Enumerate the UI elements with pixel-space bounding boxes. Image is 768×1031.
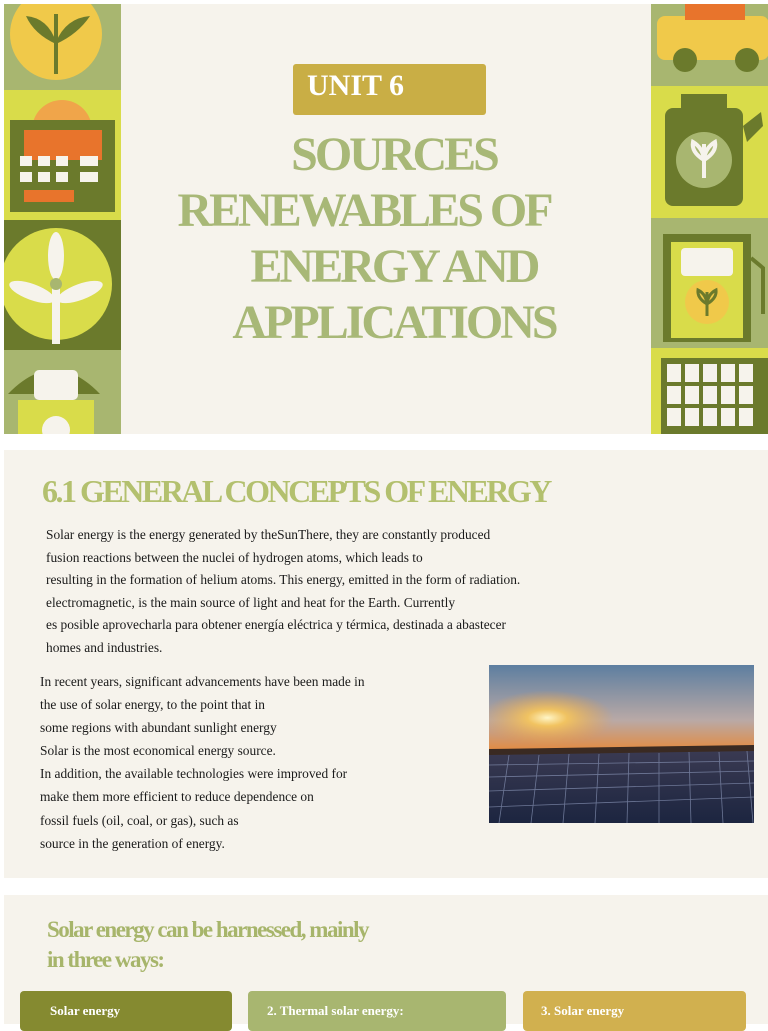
- ways-heading-line: in three ways:: [47, 947, 164, 972]
- advances-paragraph: [40, 670, 480, 855]
- section-heading: 6.1 GENERAL CONCEPTS OF ENERGY: [42, 473, 550, 509]
- paragraph-line: es posible aprovecharla para obtener energía eléctrica y térmica, destinada a abastecer: [46, 617, 506, 633]
- sprout-icon: [4, 4, 121, 90]
- paragraph-line: resulting in the formation of helium atoms. This energy, emitted in the form of radiation.: [46, 572, 521, 588]
- card-label: Solar energy: [50, 1003, 121, 1018]
- paragraph-line: fossil fuels (oil, coal, or gas), such as: [40, 812, 239, 828]
- title-line-4: APPLICATIONS: [232, 296, 556, 349]
- solar-panels-photo: [489, 665, 754, 823]
- recycle-bin-icon: [4, 350, 121, 434]
- wind-turbine-icon: [4, 220, 121, 350]
- paragraph-line: make them more efficient to reduce dependence on: [40, 789, 314, 805]
- paragraph-line: homes and industries.: [46, 639, 163, 655]
- title-line-2: RENEWABLES OF: [177, 184, 551, 237]
- car-icon: [651, 4, 768, 86]
- paragraph-line: Solar is the most economical energy source.: [40, 743, 276, 759]
- thermal-solar-card: [248, 991, 506, 1031]
- paragraph-line: fusion reactions between the nuclei of hydrogen atoms, which leads to: [46, 549, 423, 565]
- solar-energy-card: [20, 991, 232, 1031]
- card-label: 2. Thermal solar energy:: [267, 1003, 404, 1018]
- paragraph-line: electromagnetic, is the main source of light and heat for the Earth. Currently: [46, 594, 456, 610]
- paragraph-line: In addition, the available technologies were improved for: [40, 766, 348, 782]
- fuel-pump-icon: [651, 218, 768, 348]
- title-line-3: ENERGY AND: [250, 240, 538, 293]
- paragraph-line: Solar energy is the energy generated by theSunThere, they are constantly produced: [46, 527, 491, 542]
- unit-badge: [293, 64, 486, 115]
- paragraph-line: the use of solar energy, to the point that in: [40, 697, 265, 713]
- intro-paragraph: [46, 524, 586, 660]
- paragraph-line: source in the generation of energy.: [40, 835, 225, 851]
- ways-heading-line: Solar energy can be harnessed, mainly: [47, 917, 369, 942]
- solar-grid-icon: [651, 348, 768, 434]
- paragraph-line: some regions with abundant sunlight energy: [40, 720, 277, 736]
- card-label: 3. Solar energy: [541, 1003, 625, 1018]
- ways-panel: [4, 895, 768, 1024]
- fuel-can-icon: [651, 86, 768, 218]
- paragraph-line: In recent years, significant advancements have been made in: [40, 674, 365, 689]
- unit-label: UNIT 6: [307, 69, 404, 102]
- ways-heading: [47, 915, 368, 975]
- section-panel: [4, 450, 768, 878]
- solar-energy-3-card: [523, 991, 746, 1031]
- title-line-1: SOURCES: [291, 128, 497, 181]
- cover-panel: [4, 4, 768, 434]
